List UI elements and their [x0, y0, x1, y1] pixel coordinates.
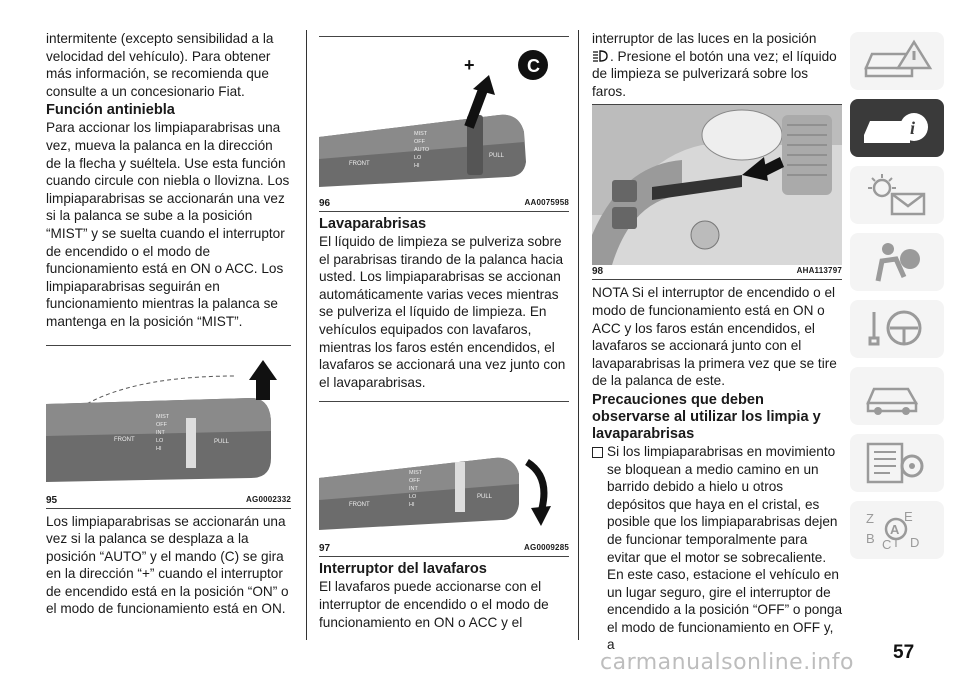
- figure-95: [46, 345, 291, 509]
- hi-label: HI: [409, 502, 415, 509]
- auto-label: AUTO: [414, 147, 430, 153]
- chapter-tab-airbag[interactable]: [850, 233, 944, 291]
- hi-label: HI: [414, 163, 420, 169]
- plus-label: +: [464, 55, 475, 75]
- section-heading: Lavaparabrisas: [319, 216, 427, 232]
- paragraph: [592, 30, 842, 100]
- front-label: FRONT: [349, 502, 370, 509]
- text-fragment: . Presione el botón una vez; el líquido de limpieza se pulverizará sobre los faros.: [592, 48, 837, 99]
- paragraph: intermitente (excepto sensibilidad a la velocidad del vehículo). Para obtener más información, se recomienda que consulte a un concesionario Fiat.: [46, 31, 274, 99]
- pull-label: PULL: [477, 494, 493, 501]
- lo-label: LO: [156, 437, 164, 444]
- figure-code: AG0009285: [524, 543, 569, 553]
- pull-label: PULL: [214, 438, 230, 445]
- slot-mark: [186, 418, 196, 468]
- figure-number: 98: [592, 266, 604, 278]
- paragraph: NOTA Si el interruptor de encendido o el modo de funcionamiento está en ON o ACC y los faros están encendidos, el lavafaros se accionará junto con el lavaparabrisas la primera vez que se tire de la palanca de este.: [592, 285, 837, 389]
- int-label: INT: [409, 486, 418, 493]
- text-fragment: interruptor de las luces en la posición: [592, 31, 817, 46]
- mist-label: MIST: [414, 131, 428, 137]
- off-label: OFF: [156, 421, 167, 428]
- int-label: INT: [156, 429, 165, 436]
- airbag-person-icon: [860, 239, 934, 285]
- lights-message-icon: [860, 172, 934, 218]
- svg-text:D: D: [910, 535, 920, 550]
- lo-label: LO: [414, 155, 422, 161]
- figure-97: [319, 401, 569, 557]
- svg-text:B: B: [866, 531, 875, 546]
- car-warning-icon: [860, 38, 934, 84]
- bullet-square-icon: [592, 447, 603, 458]
- callout-c-label: C: [527, 56, 540, 76]
- paragraph: Para accionar los limpiaparabrisas una vez, mueva la palanca en la dirección de la flecha y suéltela. Use esta función cuando circule con niebla o llovizna. Los limpiaparabrisas se accionarán una vez si la palanca se sube a la posición “MIST” y se suelta cuando el interruptor de encendido o el modo de funcionamiento está en ON o ACC. Los limpiaparabrisas seguirán en funcionamiento mientras la palanca se mantenga en la posición “MIST”.: [46, 120, 290, 329]
- chapter-sidebar: [850, 32, 944, 568]
- figure-96: [319, 36, 569, 212]
- pull-label: PULL: [489, 153, 505, 159]
- hi-label: HI: [156, 445, 162, 452]
- column-1: [46, 30, 291, 618]
- figure-caption: [319, 542, 569, 557]
- column-divider: [578, 30, 579, 640]
- figure-caption: [319, 197, 569, 212]
- headlight-icon: [592, 49, 610, 61]
- chapter-tab-tools-checklist[interactable]: [850, 434, 944, 492]
- list-item: [592, 443, 842, 654]
- paragraph: Los limpiaparabrisas se accionarán una vez si la palanca se desplaza a la posición “AUTO” y el mando (C) se gira en la dirección “+” cuando el interruptor de encendido está en la posición “ON” o el modo de funcionamiento está en ON.: [46, 513, 289, 617]
- svg-text:E: E: [904, 509, 913, 524]
- watermark: carmanualsonline.info: [600, 650, 854, 675]
- section-heading: Interruptor del lavafaros: [319, 561, 487, 578]
- off-label: OFF: [414, 139, 425, 145]
- column-3: [592, 30, 842, 654]
- column-2: [319, 30, 569, 631]
- page-number: 57: [893, 642, 915, 663]
- section-heading: Función antiniebla: [46, 102, 175, 119]
- front-label: FRONT: [114, 436, 135, 443]
- svg-text:i: i: [910, 118, 916, 138]
- chapter-tab-key-steering[interactable]: [850, 300, 944, 358]
- figure-code: AHA113797: [796, 266, 842, 276]
- section-heading: Precauciones que deben observarse al utilizar los limpia y lavaparabrisas: [592, 391, 821, 442]
- column-divider: [306, 30, 307, 640]
- figure-number: 97: [319, 543, 331, 555]
- washer-stalk-illustration: [319, 402, 569, 542]
- paragraph: El líquido de limpieza se pulveriza sobre el parabrisas tirando de la palanca hacia usted. Los limpiaparabrisas se accionan automáticamente varias veces mientras se pulveriza el líquido de limpieza. En vehículos equipados con lavafaros, mientras los faros estén encendidos, el lavafaros se accionará una vez junto con el lavaparabrisas.: [319, 234, 566, 390]
- front-label: FRONT: [349, 161, 370, 167]
- svg-text:C: C: [882, 537, 892, 552]
- off-label: OFF: [409, 478, 420, 485]
- chapter-tab-index[interactable]: [850, 501, 944, 559]
- car-info-icon: [860, 105, 934, 151]
- figure-caption: [46, 494, 291, 509]
- pull-arrow-icon: [527, 462, 551, 526]
- alphabet-index-icon: [860, 507, 934, 553]
- car-side-icon: [860, 373, 934, 419]
- wiper-stalk-illustration: [46, 346, 291, 494]
- dashboard-photo: [592, 105, 842, 265]
- mist-label: MIST: [409, 470, 423, 477]
- chapter-tab-lights-message[interactable]: [850, 166, 944, 224]
- lo-label: LO: [409, 494, 417, 501]
- svg-text:A: A: [890, 522, 900, 537]
- figure-98: [592, 104, 842, 280]
- svg-text:Z: Z: [866, 511, 874, 526]
- up-arrow-icon: [249, 360, 277, 400]
- figure-code: AA0075958: [524, 198, 569, 207]
- paragraph: El lavafaros puede accionarse con el interruptor de encendido o el modo de funcionamiento en ON o ACC y el: [319, 579, 549, 630]
- chapter-tab-car-side[interactable]: [850, 367, 944, 425]
- wiper-stalk-auto-illustration: [319, 37, 569, 197]
- figure-code: AG0002332: [246, 494, 291, 504]
- mist-label: MIST: [156, 413, 170, 420]
- chapter-tab-car-info[interactable]: [850, 99, 944, 157]
- car-tools-checklist-icon: [860, 440, 934, 486]
- key-steering-icon: [860, 306, 934, 352]
- figure-caption: [592, 265, 842, 280]
- paragraph: Si los limpiaparabrisas en movimiento se bloquean a medio camino en un barrido debido a hielo u otros depósitos que haya en el cristal, es posible que los limpiaparabrisas dejen de funcionar temporalmente para evitar que el motor se sobrecaliente. En este caso, estacione el vehículo en un lugar seguro, gire el interruptor de encendido a la posición “OFF” o ponga el modo de funcionamiento en OFF y, a: [607, 443, 843, 653]
- figure-number: 95: [46, 494, 58, 506]
- figure-number: 96: [319, 198, 331, 209]
- chapter-tab-car-warning[interactable]: [850, 32, 944, 90]
- svg-text:T: T: [892, 535, 900, 550]
